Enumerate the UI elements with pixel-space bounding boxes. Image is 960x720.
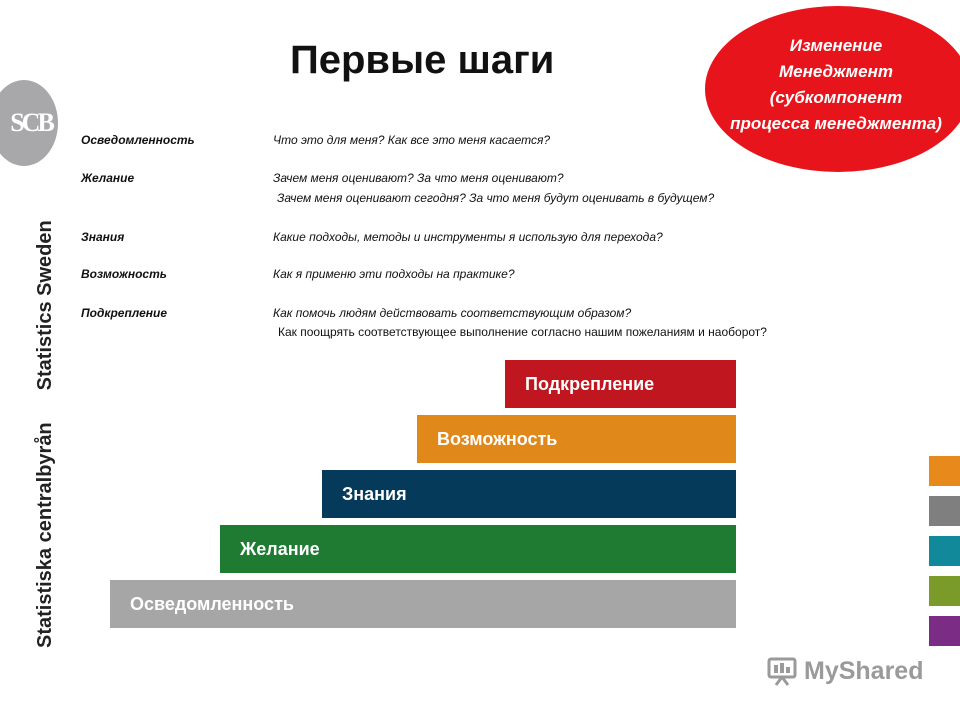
step-reinforcement: Подкрепление [505,360,736,408]
step-desire: Желание [220,525,736,573]
step-awareness: Осведомленность [110,580,736,628]
page-title: Первые шаги [290,38,555,82]
color-swatch [929,616,960,646]
side-vertical-text [34,220,57,648]
step-knowledge: Знания [322,470,736,518]
presentation-icon [766,654,800,688]
row-question: Как поощрять соответствующее выполнение согласно нашим пожеланиям и наоборот? [278,325,767,339]
watermark-text: MyShared [804,656,924,685]
side-text-english: Statistics Sweden [34,220,56,391]
color-swatch [929,496,960,526]
row-awareness [81,130,901,150]
ellipse-line: Менеджмент [778,62,893,81]
side-text-swedish: Statistiska centralbyrån [34,422,56,648]
row-label: Возможность [81,267,167,281]
row-question: Что это для меня? Как все это меня касается? [273,133,551,147]
ellipse-line: (субкомпонент [769,88,903,107]
row-knowledge [81,227,901,247]
row-question: Какие подходы, методы и инструменты я использую для перехода? [273,230,663,244]
ellipse-line: процесса менеджмента) [730,114,942,133]
step-ability: Возможность [417,415,736,463]
row-question: Как помочь людям действовать соответствующим образом? [273,306,632,320]
row-label: Осведомленность [81,133,195,147]
row-reinforcement [81,303,901,343]
scb-logo: SCB [0,80,58,166]
color-swatch [929,576,960,606]
row-question: Зачем меня оценивают? За что меня оценивают? [273,171,564,185]
color-swatch [929,456,960,486]
row-desire [81,168,901,208]
row-question: Как я применю эти подходы на практике? [273,267,515,281]
row-label: Подкрепление [81,306,168,320]
myshared-watermark [766,654,923,688]
row-ability [81,264,901,284]
row-question: Зачем меня оценивают сегодня? За что меня будут оценивать в будущем? [277,191,715,205]
row-label: Знания [81,230,125,244]
color-swatch [929,536,960,566]
row-label: Желание [81,171,135,185]
ellipse-line: Изменение [789,36,883,55]
